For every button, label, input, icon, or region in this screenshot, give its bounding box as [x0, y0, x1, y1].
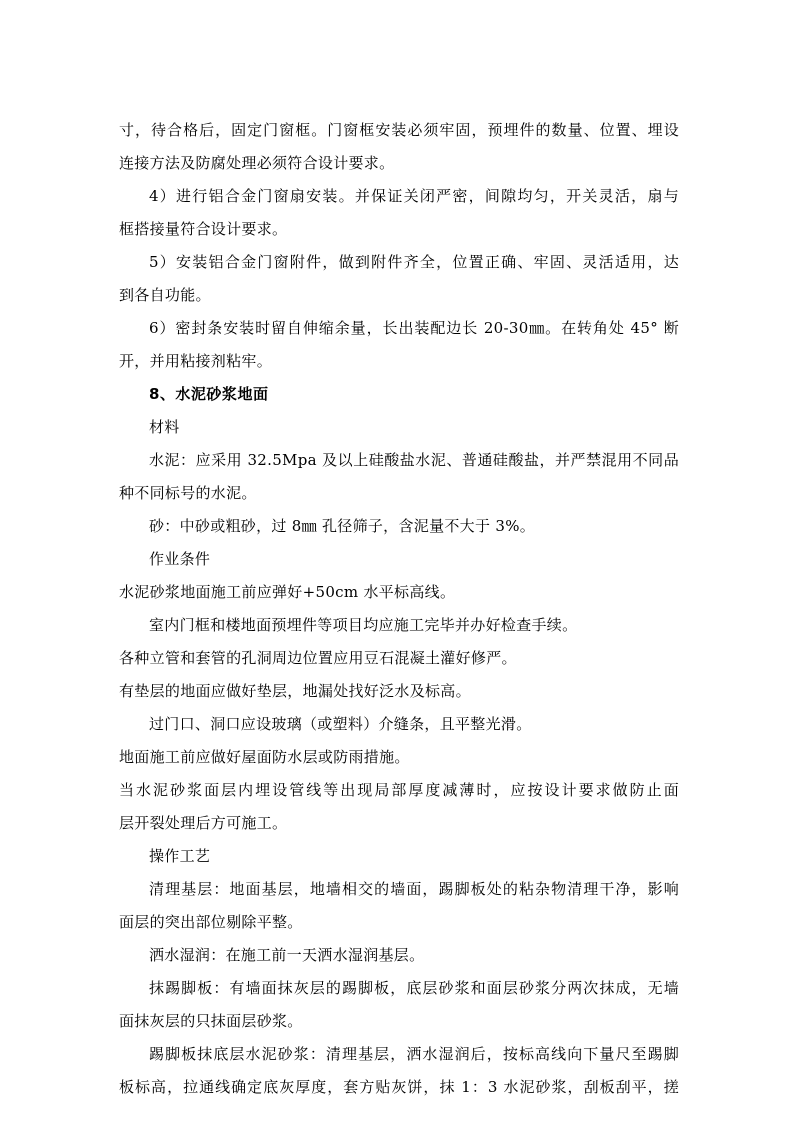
- text-line: 开，并用粘接剂粘牢。: [119, 352, 273, 370]
- section-heading: 8、水泥砂浆地面: [149, 385, 269, 403]
- subheading-conditions: 作业条件: [149, 550, 211, 568]
- text-line: 面抹灰层的只抹面层砂浆。: [119, 1012, 303, 1030]
- text-line: 板标高，拉通线确定底灰厚度，套方贴灰饼，抹 1：3 水泥砂浆，刮板刮平，搓: [119, 1078, 679, 1096]
- text-line: 砂：中砂或粗砂，过 8㎜ 孔径筛子，含泥量不大于 3%。: [149, 517, 536, 535]
- text-line: 框搭接量符合设计要求。: [119, 220, 288, 238]
- text-line: 水泥砂浆地面施工前应弹好+50cm 水平标高线。: [119, 583, 456, 601]
- subheading-materials: 材料: [149, 418, 180, 436]
- text-line: 5）安装铝合金门窗附件，做到附件齐全，位置正确、牢固、灵活适用，达: [149, 253, 679, 271]
- text-line: 种不同标号的水泥。: [119, 484, 257, 502]
- text-line: 到各自功能。: [119, 286, 211, 304]
- text-line: 过门口、洞口应设玻璃（或塑料）介缝条，且平整光滑。: [149, 715, 532, 733]
- text-line: 面层的突出部位剔除平整。: [119, 913, 303, 931]
- text-line: 各种立管和套管的孔洞周边位置应用豆石混凝土灌好修严。: [119, 649, 517, 667]
- text-line: 4）进行铝合金门窗扇安装。并保证关闭严密，间隙均匀，开关灵活，扇与: [149, 187, 679, 205]
- subheading-process: 操作工艺: [149, 847, 211, 865]
- text-line: 清理基层：地面基层，地墙相交的墙面，踢脚板处的粘杂物清理干净，影响: [149, 880, 679, 898]
- text-line: 地面施工前应做好屋面防水层或防雨措施。: [119, 748, 410, 766]
- text-line: 6）密封条安装时留自伸缩余量，长出装配边长 20-30㎜。在转角处 45° 断: [149, 319, 679, 337]
- text-line: 寸，待合格后，固定门窗框。门窗框安装必须牢固，预埋件的数量、位置、埋设: [119, 121, 679, 139]
- text-line: 层开裂处理后方可施工。: [119, 814, 288, 832]
- text-line: 室内门框和楼地面预埋件等项目均应施工完毕并办好检查手续。: [149, 616, 578, 634]
- text-line: 抹踢脚板：有墙面抹灰层的踢脚板，底层砂浆和面层砂浆分两次抹成，无墙: [149, 979, 679, 997]
- text-line: 踢脚板抹底层水泥砂浆：清理基层，洒水湿润后，按标高线向下量尺至踢脚: [149, 1045, 679, 1063]
- text-line: 有垫层的地面应做好垫层，地漏处找好泛水及标高。: [119, 682, 471, 700]
- text-line: 水泥：应采用 32.5Mpa 及以上硅酸盐水泥、普通硅酸盐，并严禁混用不同品: [149, 451, 679, 469]
- text-line: 洒水湿润：在施工前一天洒水湿润基层。: [149, 946, 425, 964]
- text-line: 连接方法及防腐处理必须符合设计要求。: [119, 154, 395, 172]
- text-line: 当水泥砂浆面层内埋设管线等出现局部厚度减薄时，应按设计要求做防止面: [119, 781, 679, 799]
